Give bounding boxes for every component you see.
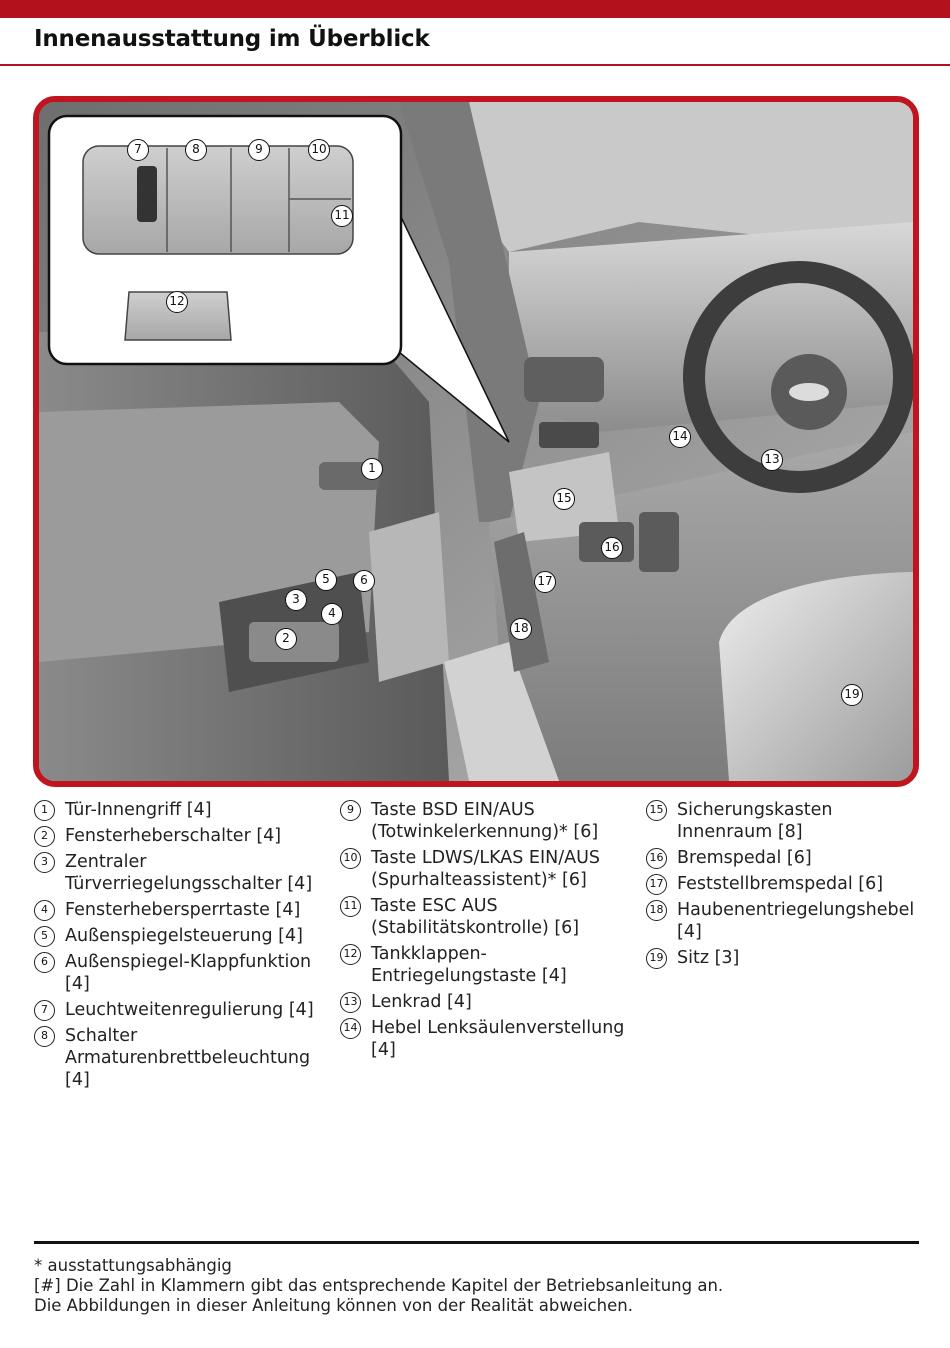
title-divider	[0, 64, 950, 66]
legend-label: Tür-Innengriff [4]	[65, 800, 212, 820]
legend-item	[340, 895, 625, 939]
interior-drawing	[39, 102, 913, 781]
legend-item	[340, 799, 625, 843]
footnotes	[34, 1256, 723, 1316]
legend-label: Fensterhebersperrtaste [4]	[65, 900, 301, 920]
callout-13: 13	[761, 449, 783, 471]
legend-item	[646, 947, 919, 969]
legend-item	[646, 899, 919, 943]
callout-18: 18	[510, 618, 532, 640]
legend-number: 17	[646, 874, 667, 895]
legend-number: 13	[340, 992, 361, 1013]
legend-label: Außenspiegelsteuerung [4]	[65, 926, 303, 946]
legend-number: 12	[340, 944, 361, 965]
legend-item	[34, 999, 319, 1021]
legend-item	[34, 799, 319, 821]
legend-item	[340, 1017, 625, 1061]
legend-column-1	[34, 799, 319, 1095]
footnote-equipment: * ausstattungsabhängig	[34, 1256, 232, 1275]
legend-number: 4	[34, 900, 55, 921]
legend-item	[34, 925, 319, 947]
callout-2: 2	[275, 628, 297, 650]
legend-number: 18	[646, 900, 667, 921]
legend-label: Außenspiegel-Klappfunktion [4]	[65, 952, 312, 994]
legend-number: 10	[340, 848, 361, 869]
legend-label: Hebel Lenksäulenverstellung [4]	[371, 1018, 625, 1060]
legend-column-2	[340, 799, 625, 1065]
legend-item	[340, 847, 625, 891]
legend-item	[646, 847, 919, 869]
legend-item	[34, 899, 319, 921]
legend-label: Bremspedal [6]	[677, 848, 812, 868]
legend-number: 15	[646, 800, 667, 821]
legend-number: 5	[34, 926, 55, 947]
legend-label: Leuchtweitenregulierung [4]	[65, 1000, 314, 1020]
legend-label: Haubenentriegelungshebel [4]	[677, 900, 915, 942]
callout-16: 16	[601, 537, 623, 559]
callout-5: 5	[315, 569, 337, 591]
callout-4: 4	[321, 603, 343, 625]
legend-label: Schalter Armaturenbrettbeleuchtung [4]	[65, 1026, 311, 1090]
legend-number: 1	[34, 800, 55, 821]
legend-item	[340, 991, 625, 1013]
legend-number: 2	[34, 826, 55, 847]
legend-number: 16	[646, 848, 667, 869]
legend-item	[34, 851, 319, 895]
legend-number: 3	[34, 852, 55, 873]
legend-number: 9	[340, 800, 361, 821]
legend-label: Tankklappen-Entriegelungstaste [4]	[371, 944, 567, 986]
page-title: Innenausstattung im Überblick	[34, 26, 430, 52]
legend-label: Sicherungskasten Innenraum [8]	[677, 800, 833, 842]
legend-item	[34, 825, 319, 847]
callout-3: 3	[285, 589, 307, 611]
legend-label: Feststellbremspedal [6]	[677, 874, 884, 894]
legend-number: 14	[340, 1018, 361, 1039]
legend-label: Taste BSD EIN/AUS (Totwinkelerkennung)* [6]	[371, 800, 599, 842]
callout-14: 14	[669, 426, 691, 448]
legend-label: Sitz [3]	[677, 948, 740, 968]
legend-number: 6	[34, 952, 55, 973]
callout-7: 7	[127, 139, 149, 161]
legend-label: Lenkrad [4]	[371, 992, 472, 1012]
legend-label: Taste ESC AUS (Stabilitätskontrolle) [6]	[371, 896, 580, 938]
interior-illustration	[33, 96, 919, 787]
callout-6: 6	[353, 570, 375, 592]
legend-number: 19	[646, 948, 667, 969]
legend-number: 7	[34, 1000, 55, 1021]
callout-11: 11	[331, 205, 353, 227]
callout-19: 19	[841, 684, 863, 706]
legend-item	[34, 951, 319, 995]
legend-item	[646, 799, 919, 843]
callout-9: 9	[248, 139, 270, 161]
callout-10: 10	[308, 139, 330, 161]
legend-label: Taste LDWS/LKAS EIN/AUS (Spurhalteassistent)* [6]	[371, 848, 601, 890]
callout-12: 12	[166, 291, 188, 313]
legend-item	[340, 943, 625, 987]
legend-item	[34, 1025, 319, 1091]
legend-item	[646, 873, 919, 895]
footnote-chapter-reference: [#] Die Zahl in Klammern gibt das entsprechende Kapitel der Betriebsanleitung an.	[34, 1276, 724, 1295]
callout-17: 17	[534, 571, 556, 593]
legend-column-3	[646, 799, 919, 973]
footnote-illustration-disclaimer: Die Abbildungen in dieser Anleitung können von der Realität abweichen.	[34, 1296, 633, 1315]
callout-1: 1	[361, 458, 383, 480]
legend-number: 8	[34, 1026, 55, 1047]
top-accent-bar	[0, 0, 950, 18]
callout-15: 15	[553, 488, 575, 510]
footnote-divider	[34, 1241, 919, 1244]
legend-number: 11	[340, 896, 361, 917]
legend-label: Fensterheberschalter [4]	[65, 826, 282, 846]
callout-8: 8	[185, 139, 207, 161]
legend-label: Zentraler Türverriegelungsschalter [4]	[65, 852, 313, 894]
